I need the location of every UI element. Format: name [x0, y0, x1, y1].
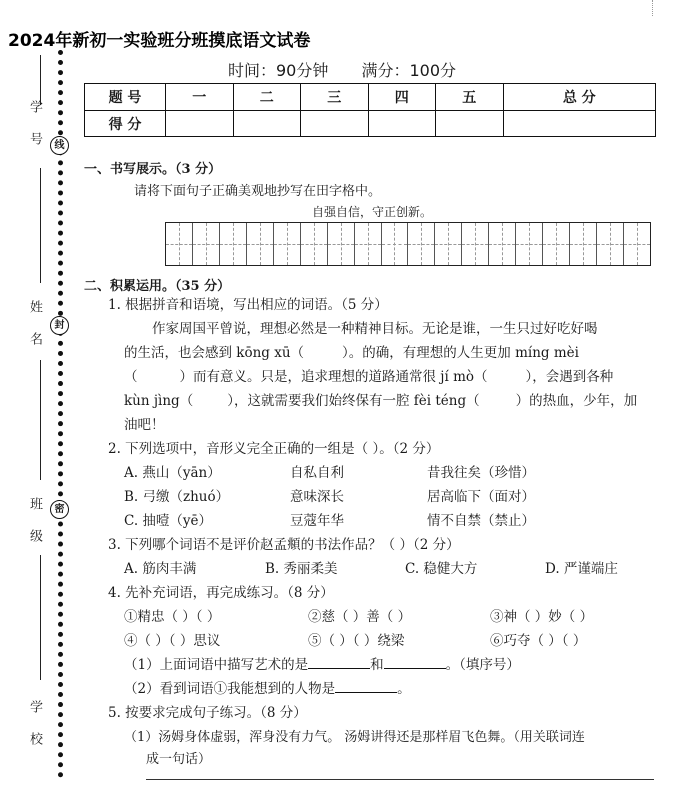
seal-dotted-line — [58, 50, 63, 778]
q1-text: ）而有意义。只是，追求理想的道路通常很 jí mò（ — [179, 369, 488, 385]
q1-text: 的生活，也会感到 kōng xū（ — [124, 345, 305, 361]
score-table-header: 五 — [436, 84, 504, 111]
score-table-header-row — [85, 84, 656, 111]
section2-heading: 二、积累运用。（35 分） — [84, 279, 231, 294]
score-table-header: 题 号 — [85, 84, 166, 111]
binding-line — [40, 55, 41, 105]
grid-cell[interactable] — [462, 223, 489, 265]
q1-passage-line: 作家周国平曾说，理想必然是一种精神目标。无论是谁，一生只过好吃好喝 — [152, 321, 598, 337]
grid-cell[interactable] — [489, 223, 516, 265]
copy-sentence: 自强自信，守正创新。 — [312, 205, 433, 219]
corner-mark — [652, 0, 654, 16]
score-cell[interactable] — [436, 111, 504, 137]
score-cell[interactable] — [503, 111, 656, 137]
q4-item[interactable]: ⑥巧夺（ ）（ ） — [490, 633, 587, 649]
q4-sub2-text: （2）看到词语①我能想到的人物是 — [124, 681, 336, 697]
grid-cell[interactable] — [543, 223, 570, 265]
q4-item[interactable]: ②慈（ ）善（ ） — [308, 609, 412, 625]
answer-line[interactable] — [146, 779, 654, 780]
q1-text: ）的热血，少年，加 — [515, 393, 638, 409]
q2-option-c-phrase: 情不自禁（禁止） — [427, 513, 535, 529]
score-table-header: 二 — [233, 84, 301, 111]
grid-cell[interactable] — [355, 223, 382, 265]
grid-cell[interactable] — [301, 223, 328, 265]
score-cell[interactable] — [166, 111, 234, 137]
grid-cell[interactable] — [274, 223, 301, 265]
q2-option-b-phrase: 居高临下（面对） — [427, 489, 535, 505]
grid-cell[interactable] — [166, 223, 193, 265]
q5-sub1: （1）汤姆身体虚弱，浑身没有力气。 汤姆讲得还是那样眉飞色舞。（用关联词连 — [124, 730, 585, 745]
q2-option-b-word: 意味深长 — [290, 489, 344, 505]
q3-option-b[interactable]: B. 秀丽柔美 — [265, 561, 338, 577]
grid-cell[interactable] — [597, 223, 624, 265]
binding-line — [40, 360, 41, 480]
q4-item[interactable]: ⑤（ ）（ ）绕梁 — [308, 633, 405, 649]
answer-blank[interactable] — [384, 668, 446, 669]
writing-grid[interactable] — [165, 222, 651, 266]
q1-text: ）。的确，有理想的人生更加 míng mèi — [342, 345, 579, 361]
binding-line — [40, 168, 41, 283]
seal-mark-feng: 封 — [50, 316, 69, 335]
student-id-label: 学 号 — [27, 100, 42, 147]
q1-prompt: 1. 根据拼音和语境，写出相应的词语。（5 分） — [108, 297, 388, 313]
q3-option-d[interactable]: D. 严谨端庄 — [545, 561, 618, 577]
q1-passage-line: 油吧！ — [124, 417, 165, 433]
grid-cell[interactable] — [516, 223, 543, 265]
score-table-header: 总 分 — [503, 84, 656, 111]
grid-cell[interactable] — [435, 223, 462, 265]
q3-option-c[interactable]: C. 稳健大方 — [405, 561, 478, 577]
q1-passage-line — [124, 347, 579, 361]
score-cell[interactable] — [301, 111, 369, 137]
score-table-header: 三 — [301, 84, 369, 111]
q2-option-b[interactable]: B. 弓缴（zhuó） — [124, 489, 230, 505]
q1-text: （ — [124, 369, 138, 385]
q4-prompt: 4. 先补充词语，再完成练习。（8 分） — [108, 585, 334, 601]
q2-option-a-word: 自私自利 — [290, 465, 344, 481]
binding-line — [40, 555, 41, 680]
score-row-label: 得 分 — [85, 111, 166, 137]
school-label: 学 校 — [27, 700, 42, 747]
q5-sub1-cont: 成一句话） — [146, 752, 212, 767]
class-label: 班 级 — [27, 497, 42, 544]
score-cell[interactable] — [368, 111, 436, 137]
q4-item[interactable]: ④（ ）（ ）思议 — [124, 633, 221, 649]
name-label: 姓 名 — [27, 300, 42, 347]
q4-item[interactable]: ③神（ ）妙（ ） — [490, 609, 594, 625]
answer-blank[interactable] — [335, 692, 397, 693]
q1-text: ），会遇到各种 — [525, 369, 614, 385]
q1-passage-line — [124, 371, 613, 385]
q4-sub1-text: 和 — [370, 657, 384, 673]
score-table-score-row — [85, 111, 656, 137]
q1-text: ），这就需要我们始终保有一腔 fèi téng（ — [227, 393, 480, 409]
q4-sub1-text: （1）上面词语中描写艺术的是 — [124, 657, 309, 673]
time-label: 时间：90分钟 — [227, 61, 329, 80]
grid-cell[interactable] — [328, 223, 355, 265]
answer-blank[interactable] — [308, 668, 370, 669]
q4-sub2-text: 。 — [397, 681, 411, 697]
grid-cell[interactable] — [193, 223, 220, 265]
grid-cell[interactable] — [624, 223, 650, 265]
score-cell[interactable] — [233, 111, 301, 137]
q4-sub1-text: 。（填序号） — [445, 657, 520, 673]
q1-passage-line — [124, 395, 637, 409]
q3-prompt: 3. 下列哪个词语不是评价赵孟頫的书法作品？（ ）（2 分） — [108, 537, 460, 553]
exam-info — [0, 58, 684, 81]
grid-cell[interactable] — [220, 223, 247, 265]
q3-option-a[interactable]: A. 筋肉丰满 — [124, 561, 197, 577]
score-table — [84, 83, 656, 137]
seal-mark-xian: 线 — [50, 136, 69, 155]
grid-cell[interactable] — [408, 223, 435, 265]
score-table-header: 四 — [368, 84, 436, 111]
q2-option-c[interactable]: C. 抽噎（yē） — [124, 513, 213, 529]
grid-cell[interactable] — [382, 223, 409, 265]
q4-sub1 — [124, 659, 520, 673]
score-table-header: 一 — [166, 84, 234, 111]
paper-title: 2024年新初一实验班分班摸底语文试卷 — [8, 31, 311, 51]
q4-item[interactable]: ①精忠（ ）（ ） — [124, 609, 221, 625]
q2-option-a[interactable]: A. 燕山（yān） — [124, 465, 221, 481]
section1-instruction: 请将下面句子正确美观地抄写在田字格中。 — [134, 184, 382, 199]
q2-option-c-word: 豆蔻年华 — [290, 513, 344, 529]
seal-mark-mi: 密 — [50, 500, 69, 519]
grid-cell[interactable] — [570, 223, 597, 265]
q4-sub2 — [124, 683, 411, 697]
section1-heading: 一、书写展示。（3 分） — [84, 162, 222, 177]
q2-option-a-phrase: 昔我往矣（珍惜） — [427, 465, 535, 481]
full-score-label: 满分：100分 — [361, 61, 456, 80]
grid-cell[interactable] — [247, 223, 274, 265]
q2-prompt: 2. 下列选项中，音形义完全正确的一组是（ ）。（2 分） — [108, 441, 440, 457]
q5-prompt: 5. 按要求完成句子练习。（8 分） — [108, 705, 307, 721]
q1-text: kùn jìng（ — [124, 393, 194, 409]
